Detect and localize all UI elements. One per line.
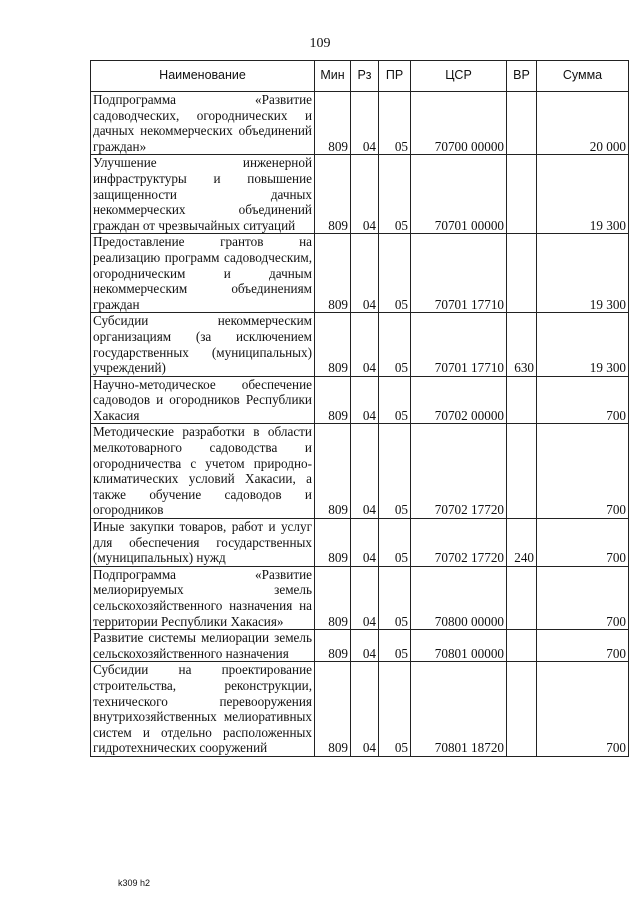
- header-pr: ПР: [379, 61, 411, 92]
- header-vr: ВР: [507, 61, 537, 92]
- cell-name: Предоставление грантов на реализацию программ садоводческим, огородническим и дачным некоммерческим объединениям граждан: [91, 234, 315, 313]
- cell-vr: [507, 566, 537, 629]
- cell-pr: 05: [379, 630, 411, 662]
- cell-min: 809: [315, 662, 351, 757]
- cell-rz: 04: [351, 662, 379, 757]
- cell-rz: 04: [351, 92, 379, 155]
- cell-pr: 05: [379, 92, 411, 155]
- cell-pr: 05: [379, 376, 411, 424]
- cell-rz: 04: [351, 155, 379, 234]
- cell-csr: 70701 00000: [411, 155, 507, 234]
- cell-sum: 700: [537, 630, 629, 662]
- cell-name: Субсидии на проектирование строительства, реконструкции, технического перевооружения внутрихозяйственных мелиоративных систем и отдельно расположенных гидротехнических сооружений: [91, 662, 315, 757]
- cell-name: Иные закупки товаров, работ и услуг для обеспечения государственных (муниципальных) нужд: [91, 519, 315, 567]
- cell-pr: 05: [379, 566, 411, 629]
- cell-vr: [507, 630, 537, 662]
- cell-rz: 04: [351, 234, 379, 313]
- cell-pr: 05: [379, 234, 411, 313]
- table-row: [91, 630, 629, 662]
- cell-min: 809: [315, 519, 351, 567]
- header-name: Наименование: [91, 61, 315, 92]
- cell-csr: 70700 00000: [411, 92, 507, 155]
- cell-name: Развитие системы мелиорации земель сельскохозяйственного назначения: [91, 630, 315, 662]
- cell-sum: 700: [537, 424, 629, 519]
- cell-sum: 700: [537, 376, 629, 424]
- cell-min: 809: [315, 155, 351, 234]
- cell-pr: 05: [379, 155, 411, 234]
- table-row: [91, 234, 629, 313]
- page-number: 109: [309, 36, 331, 51]
- cell-pr: 05: [379, 424, 411, 519]
- cell-min: 809: [315, 566, 351, 629]
- cell-sum: 19 300: [537, 313, 629, 376]
- cell-vr: [507, 92, 537, 155]
- cell-name: Улучшение инженерной инфраструктуры и повышение защищенности дачных некоммерческих объединений граждан от чрезвычайных ситуаций: [91, 155, 315, 234]
- cell-vr: [507, 424, 537, 519]
- footer-code: k309 h2: [118, 878, 151, 888]
- cell-csr: 70800 00000: [411, 566, 507, 629]
- cell-name: Методические разработки в области мелкотоварного садоводства и огородничества с учетом природно-климатических условий Хакасии, а также обучение садоводов и огородников: [91, 424, 315, 519]
- table-row: [91, 313, 629, 376]
- cell-sum: 700: [537, 662, 629, 757]
- table-row: [91, 566, 629, 629]
- cell-rz: 04: [351, 313, 379, 376]
- header-rz: Рз: [351, 61, 379, 92]
- header-sum: Сумма: [537, 61, 629, 92]
- cell-sum: 20 000: [537, 92, 629, 155]
- cell-name: Подпрограмма «Развитие садоводческих, огороднических и дачных некоммерческих объединений граждан»: [91, 92, 315, 155]
- cell-rz: 04: [351, 376, 379, 424]
- cell-csr: 70702 17720: [411, 424, 507, 519]
- cell-pr: 05: [379, 519, 411, 567]
- table-header-row: [91, 61, 629, 92]
- cell-vr: 630: [507, 313, 537, 376]
- cell-min: 809: [315, 376, 351, 424]
- cell-vr: [507, 662, 537, 757]
- cell-min: 809: [315, 92, 351, 155]
- cell-pr: 05: [379, 313, 411, 376]
- table-row: [91, 376, 629, 424]
- cell-csr: 70701 17710: [411, 234, 507, 313]
- cell-vr: 240: [507, 519, 537, 567]
- table-row: [91, 424, 629, 519]
- cell-min: 809: [315, 313, 351, 376]
- cell-sum: 700: [537, 519, 629, 567]
- cell-vr: [507, 376, 537, 424]
- cell-rz: 04: [351, 566, 379, 629]
- cell-vr: [507, 155, 537, 234]
- cell-name: Субсидии некоммерческим организациям (за исключением государственных (муниципальных) учреждений): [91, 313, 315, 376]
- table-row: [91, 155, 629, 234]
- cell-rz: 04: [351, 519, 379, 567]
- cell-sum: 700: [537, 566, 629, 629]
- cell-name: Научно-методическое обеспечение садоводов и огородников Республики Хакасия: [91, 376, 315, 424]
- cell-csr: 70801 00000: [411, 630, 507, 662]
- cell-vr: [507, 234, 537, 313]
- cell-min: 809: [315, 234, 351, 313]
- table-row: [91, 92, 629, 155]
- cell-pr: 05: [379, 662, 411, 757]
- cell-sum: 19 300: [537, 234, 629, 313]
- table-row: [91, 519, 629, 567]
- cell-min: 809: [315, 630, 351, 662]
- cell-sum: 19 300: [537, 155, 629, 234]
- cell-csr: 70702 17720: [411, 519, 507, 567]
- cell-min: 809: [315, 424, 351, 519]
- cell-csr: 70702 00000: [411, 376, 507, 424]
- header-csr: ЦСР: [411, 61, 507, 92]
- cell-csr: 70801 18720: [411, 662, 507, 757]
- table-row: [91, 662, 629, 757]
- cell-rz: 04: [351, 630, 379, 662]
- header-min: Мин: [315, 61, 351, 92]
- cell-csr: 70701 17710: [411, 313, 507, 376]
- cell-rz: 04: [351, 424, 379, 519]
- budget-table: [90, 60, 629, 757]
- cell-name: Подпрограмма «Развитие мелиорируемых земель сельскохозяйственного назначения на территории Республики Хакасия»: [91, 566, 315, 629]
